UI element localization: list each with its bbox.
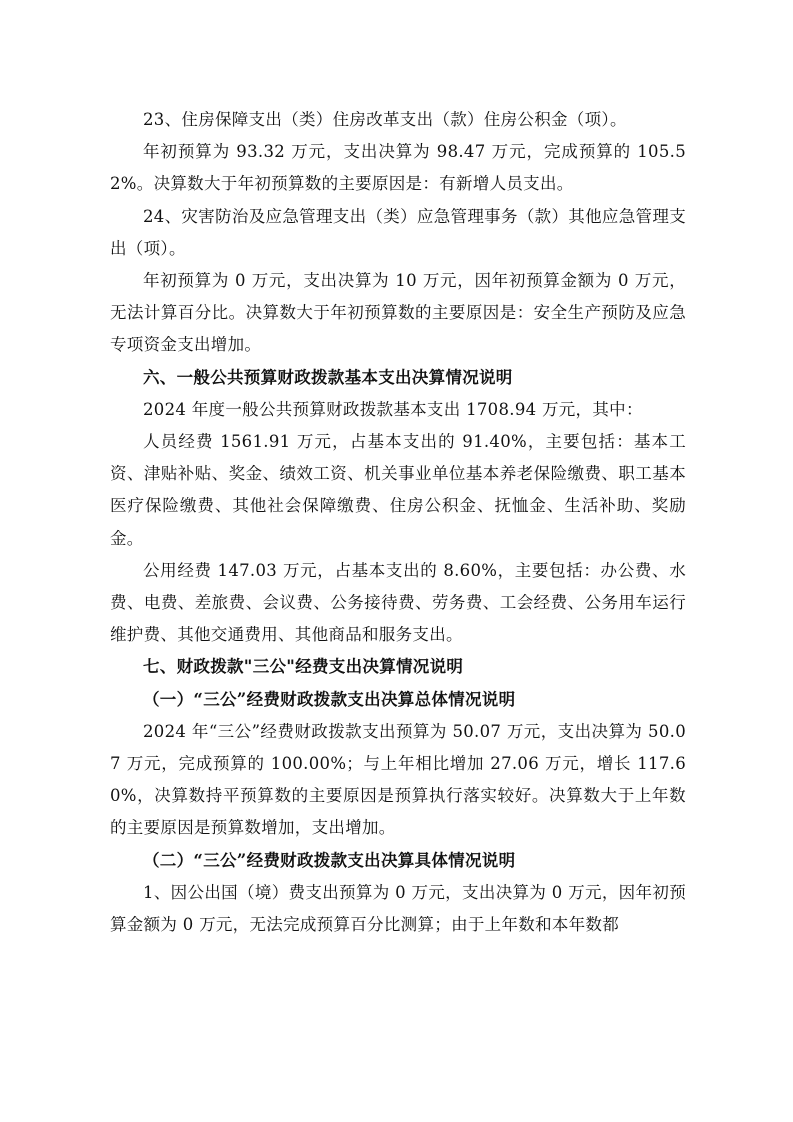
paragraph-item-24: 24、灾害防治及应急管理支出（类）应急管理事务（款）其他应急管理支出（项）。 [110,206,686,258]
paragraph-item-23: 23、住房保障支出（类）住房改革支出（款）住房公积金（项）。 [143,110,627,129]
document-body [110,104,686,941]
paragraph-public-expenses: 公用经费 147.03 万元，占基本支出的 8.60%，主要包括：办公费、水费、电费、差旅费、会议费、公务接待费、劳务费、工会经费、公务用车运行维护费、其他交通费用、其他商品和服务支出。 [110,560,686,645]
paragraph-three-public-overall: 2024 年“三公”经费财政拨款支出预算为 50.07 万元，支出决算为 50.07 万元，完成预算的 100.00%；与上年相比增加 27.06 万元，增长 117.60%，决算数持平预算数的主要原因是预算执行落实较好。决算数大于上年数的主要原因是预算数增加，支出增加。 [110,721,686,838]
paragraph-overseas-travel: 1、因公出国（境）费支出预算为 0 万元，支出决算为 0 万元，因年初预算金额为 0 万元，无法完成预算百分比测算；由于上年数和本年数都 [110,882,686,935]
subsection-heading-1: （一）“三公”经费财政拨款支出决算总体情况说明 [143,689,516,709]
section-heading-6: 六、一般公共预算财政拨款基本支出决算情况说明 [143,367,513,387]
paragraph-basic-expenditure: 2024 年度一般公共预算财政拨款基本支出 1708.94 万元，其中： [143,399,643,419]
subsection-heading-2: （二）“三公”经费财政拨款支出决算具体情况说明 [143,850,516,870]
paragraph-item-23-detail: 年初预算为 93.32 万元，支出决算为 98.47 万元，完成预算的 105.52%。决算数大于年初预算数的主要原因是：有新增人员支出。 [110,142,686,194]
paragraph-item-24-detail: 年初预算为 0 万元，支出决算为 10 万元，因年初预算金额为 0 万元，无法计算百分比。决算数大于年初预算数的主要原因是：安全生产预防及应急专项资金支出增加。 [110,271,686,355]
section-heading-7: 七、财政拨款"三公"经费支出决算情况说明 [143,657,464,677]
paragraph-personnel-expenses: 人员经费 1561.91 万元，占基本支出的 91.40%，主要包括：基本工资、津贴补贴、奖金、绩效工资、机关事业单位基本养老保险缴费、职工基本医疗保险缴费、其他社会保障缴费、住房公积金、抚恤金、生活补助、奖励金。 [110,432,686,548]
